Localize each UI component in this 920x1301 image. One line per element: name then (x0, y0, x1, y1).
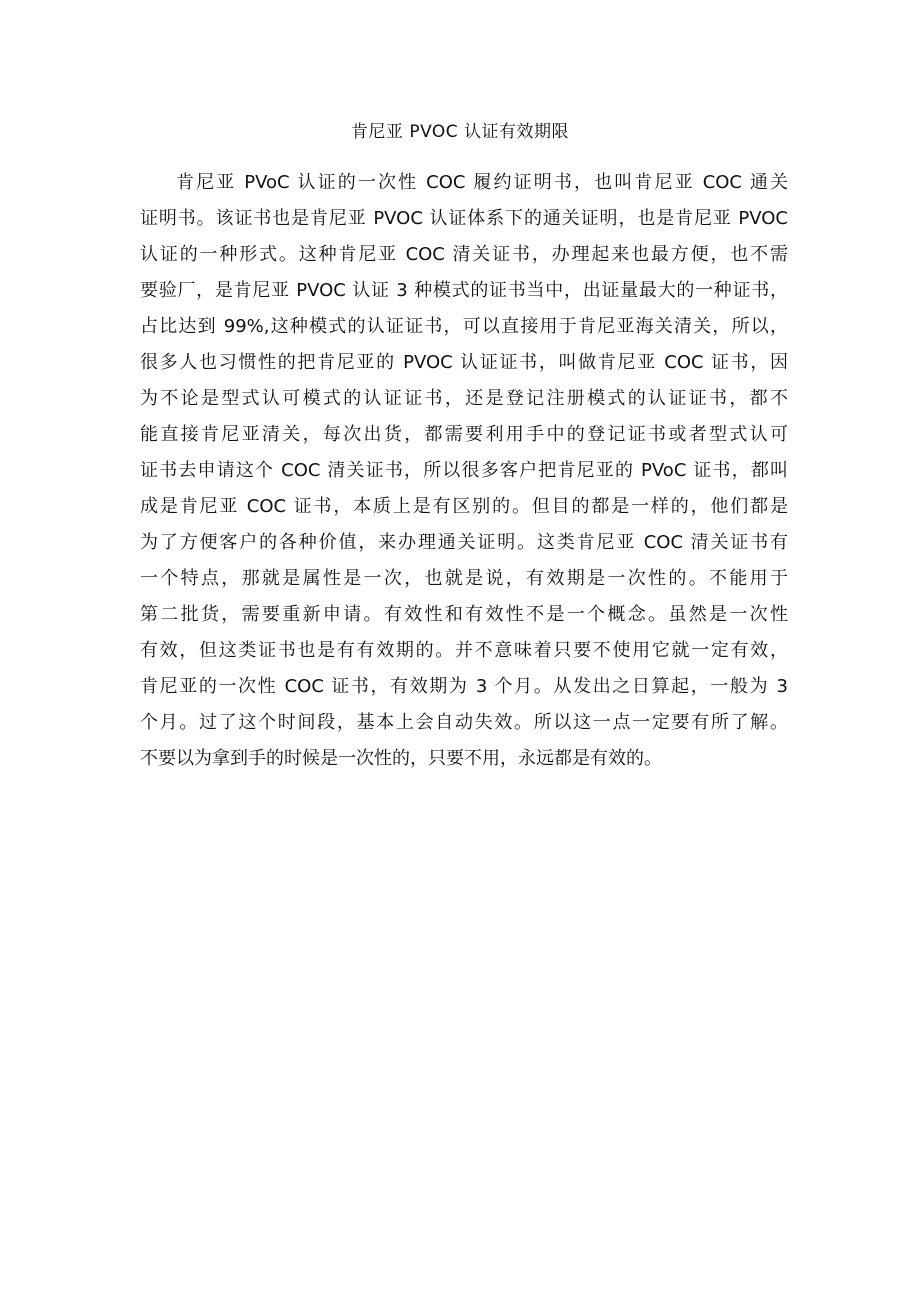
paragraph-line: 证书去申请这个 COC 清关证书，所以很多客户把肯尼亚的 PVoC 证书，都叫 (140, 460, 788, 481)
document-title: 肯尼亚 PVOC 认证有效期限 (350, 122, 570, 142)
paragraph-line: 第二批货，需要重新申请。有效性和有效性不是一个概念。虽然是一次性 (140, 604, 788, 625)
paragraph-line: 肯尼亚 PVoC 认证的一次性 COC 履约证明书，也叫肯尼亚 COC 通关 (176, 172, 788, 193)
paragraph-line: 要验厂，是肯尼亚 PVOC 认证 3 种模式的证书当中，出证量最大的一种证书， (140, 280, 788, 301)
paragraph-line: 为了方便客户的各种价值，来办理通关证明。这类肯尼亚 COC 清关证书有 (140, 532, 788, 553)
paragraph-line: 证明书。该证书也是肯尼亚 PVOC 认证体系下的通关证明，也是肯尼亚 PVOC (140, 208, 788, 229)
document-body (140, 165, 788, 777)
paragraph-line: 占比达到 99%,这种模式的认证证书，可以直接用于肯尼亚海关清关，所以， (140, 316, 788, 337)
paragraph-line: 为不论是型式认可模式的认证证书，还是登记注册模式的认证证书，都不 (140, 388, 788, 409)
paragraph-line: 肯尼亚的一次性 COC 证书，有效期为 3 个月。从发出之日算起，一般为 3 (140, 676, 788, 697)
paragraph-line: 很多人也习惯性的把肯尼亚的 PVOC 认证证书，叫做肯尼亚 COC 证书，因 (140, 352, 788, 373)
paragraph-line: 一个特点，那就是属性是一次，也就是说，有效期是一次性的。不能用于 (140, 568, 788, 589)
paragraph-line: 成是肯尼亚 COC 证书，本质上是有区别的。但目的都是一样的，他们都是 (140, 496, 788, 517)
paragraph-line: 能直接肯尼亚清关，每次出货，都需要利用手中的登记证书或者型式认可 (140, 424, 788, 445)
paragraph-line: 有效，但这类证书也是有有效期的。并不意味着只要不使用它就一定有效， (140, 640, 788, 661)
paragraph-line: 认证的一种形式。这种肯尼亚 COC 清关证书，办理起来也最方便，也不需 (140, 244, 788, 265)
paragraph-line: 个月。过了这个时间段，基本上会自动失效。所以这一点一定要有所了解。 (140, 712, 788, 733)
paragraph-line: 不要以为拿到手的时候是一次性的，只要不用，永远都是有效的。 (140, 748, 662, 769)
